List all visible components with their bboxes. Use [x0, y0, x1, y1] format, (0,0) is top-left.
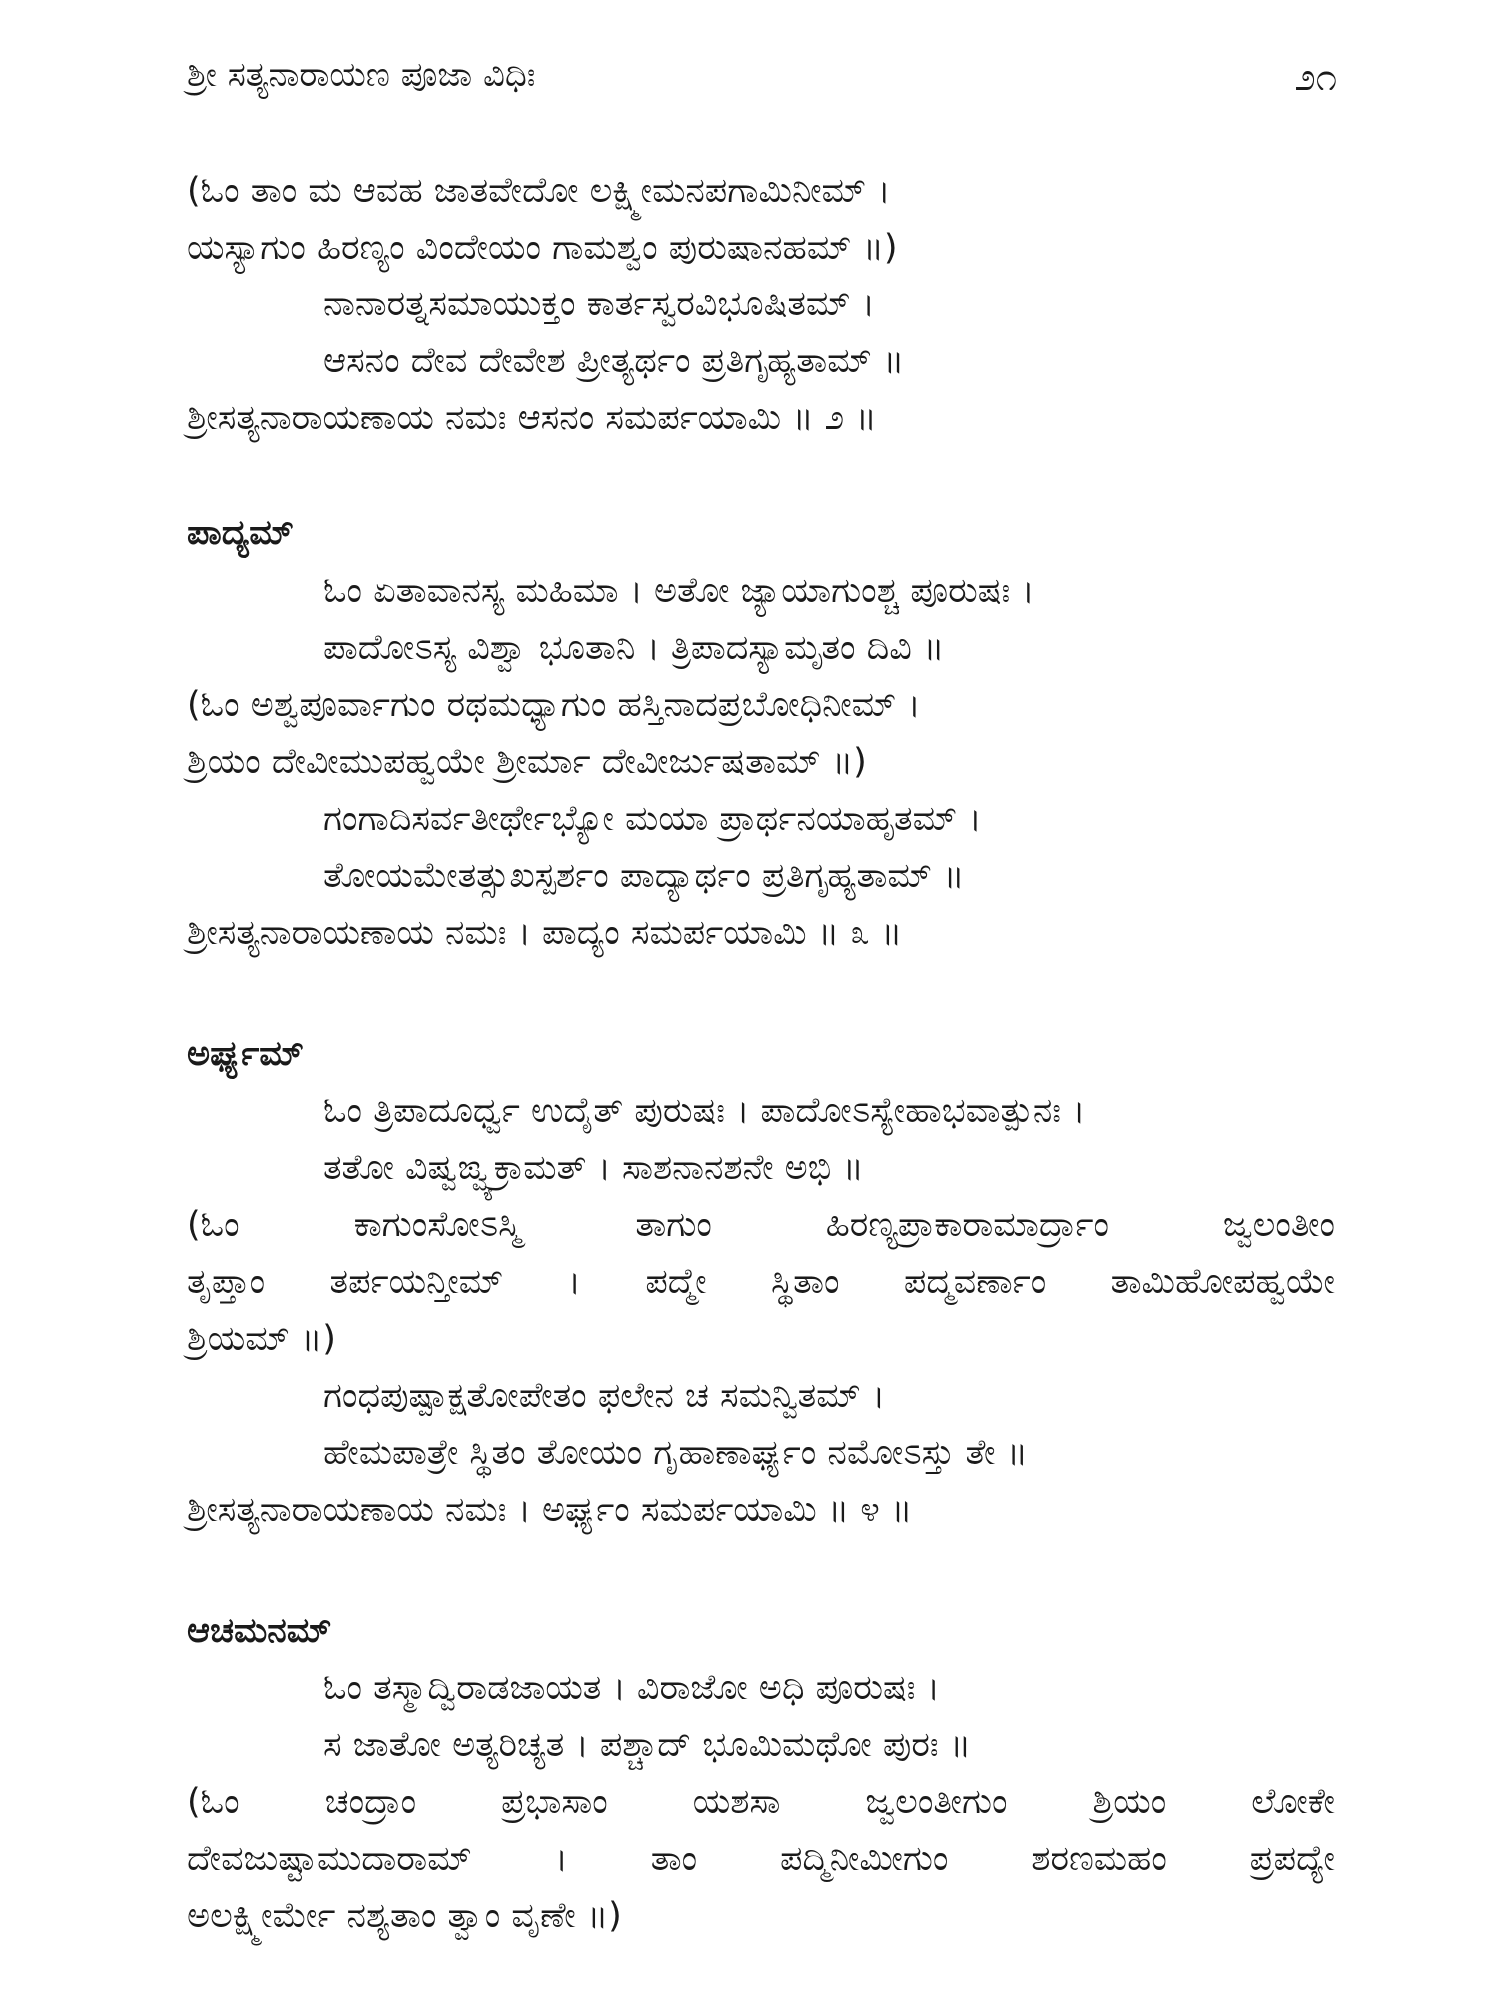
verse-line: (ಓಂ ಕಾಗುಂಸೋಽಸ್ಮಿ ತಾಗುಂ ಹಿರಣ್ಯಪ್ರಾಕಾರಾಮಾರ್ದ್ರಾಂ ಜ್ವಲಂತೀಂ: [187, 1205, 1335, 1245]
closing-line: ಶ್ರೀಸತ್ಯನಾರಾಯಣಾಯ ನಮಃ । ಅರ್ಘ್ಯಂ ಸಮರ್ಪಯಾಮಿ ॥ ೪ ॥: [187, 1490, 913, 1530]
verse-line: ತತೋ ವಿಷ್ವಙ್ವ್ಯಕ್ರಾಮತ್ । ಸಾಶನಾನಶನೇ ಅಭಿ ॥: [323, 1148, 864, 1188]
page-header: [187, 55, 1337, 115]
section-heading: ಆಚಮನಮ್: [187, 1611, 332, 1651]
section-heading: ಅರ್ಘ್ಯಮ್: [187, 1034, 304, 1074]
verse-line: ದೇವಜುಷ್ಟಾಮುದಾರಾಮ್ । ತಾಂ ಪದ್ಮಿನೀಮೀಗುಂ ಶರಣಮಹಂ ಪ್ರಪದ್ಯೇ: [187, 1839, 1335, 1879]
verse-line: ನಾನಾರತ್ನಸಮಾಯುಕ್ತಂ ಕಾರ್ತಸ್ವರವಿಭೂಷಿತಮ್ ।: [323, 284, 875, 324]
page-number: ೨೧: [1294, 55, 1337, 99]
verse-line: ಗಂಧಪುಷ್ಪಾಕ್ಷತೋಪೇತಂ ಫಲೇನ ಚ ಸಮನ್ವಿತಮ್ ।: [323, 1376, 886, 1416]
verse-line: (ಓಂ ಚಂದ್ರಾಂ ಪ್ರಭಾಸಾಂ ಯಶಸಾ ಜ್ವಲಂತೀಗುಂ ಶ್ರಿಯಂ ಲೋಕೇ: [187, 1782, 1335, 1822]
verse-line: ಪಾದೋಽಸ್ಯ ವಿಶ್ವಾ ಭೂತಾನಿ । ತ್ರಿಪಾದಸ್ಯಾಮೃತಂ ದಿವಿ ॥: [323, 628, 945, 668]
verse-line: ಹೇಮಪಾತ್ರೇ ಸ್ಥಿತಂ ತೋಯಂ ಗೃಹಾಣಾರ್ಘ್ಯಂ ನಮೋಽಸ್ತು ತೇ ॥: [323, 1433, 1028, 1473]
verse-line: ಅಲಕ್ಷ್ಮೀರ್ಮೇ ನಶ್ಯತಾಂ ತ್ವಾಂ ವೃಣೇ ॥): [187, 1896, 622, 1936]
verse-line: ಯಸ್ಯಾಗುಂ ಹಿರಣ್ಯಂ ವಿಂದೇಯಂ ಗಾಮಶ್ವಂ ಪುರುಷಾನಹಮ್ ॥): [187, 228, 898, 268]
verse-line: ಶ್ರಿಯಂ ದೇವೀಮುಪಹ್ವಯೇ ಶ್ರೀರ್ಮಾ ದೇವೀರ್ಜುಷತಾಮ್ ॥): [187, 742, 867, 782]
verse-line: ಓಂ ತಸ್ಮಾದ್ವಿರಾಡಜಾಯತ । ವಿರಾಜೋ ಅಧಿ ಪೂರುಷಃ ।: [323, 1668, 940, 1708]
closing-line: ಶ್ರೀಸತ್ಯನಾರಾಯಣಾಯ ನಮಃ ಆಸನಂ ಸಮರ್ಪಯಾಮಿ ॥ ೨ ॥: [187, 398, 877, 438]
verse-line: ತೃಪ್ತಾಂ ತರ್ಪಯನ್ತೀಮ್ । ಪದ್ಮೇ ಸ್ಥಿತಾಂ ಪದ್ಮವರ್ಣಾಂ ತಾಮಿಹೋಪಹ್ವಯೇ: [187, 1262, 1335, 1302]
verse-line: (ಓಂ ಅಶ್ವಪೂರ್ವಾಗುಂ ರಥಮಧ್ಯಾಗುಂ ಹಸ್ತಿನಾದಪ್ರಬೋಧಿನೀಮ್ ।: [187, 685, 921, 725]
verse-line: ಗಂಗಾದಿಸರ್ವತೀರ್ಥೇಭ್ಯೋ ಮಯಾ ಪ್ರಾರ್ಥನಯಾಹೃತಮ್ ।: [323, 799, 982, 839]
section-heading: ಪಾದ್ಯಮ್: [187, 513, 294, 553]
closing-line: ಶ್ರೀಸತ್ಯನಾರಾಯಣಾಯ ನಮಃ । ಪಾದ್ಯಂ ಸಮರ್ಪಯಾಮಿ ॥ ೩ ॥: [187, 913, 903, 953]
header-title: ಶ್ರೀ ಸತ್ಯನಾರಾಯಣ ಪೂಜಾ ವಿಧಿಃ: [187, 55, 536, 95]
verse-line: ಓಂ ತ್ರಿಪಾದೂರ್ಧ್ವ ಉದೈತ್ ಪುರುಷಃ । ಪಾದೋಽಸ್ಯೇಹಾಭವಾತ್ಪುನಃ ।: [323, 1091, 1086, 1131]
verse-line: (ಓಂ ತಾಂ ಮ ಆವಹ ಜಾತವೇದೋ ಲಕ್ಷ್ಮೀಮನಪಗಾಮಿನೀಮ್ ।: [187, 171, 891, 211]
verse-line: ತೋಯಮೇತತ್ಸುಖಸ್ಪರ್ಶಂ ಪಾದ್ಯಾರ್ಥಂ ಪ್ರತಿಗೃಹ್ಯತಾಮ್ ॥: [323, 856, 965, 896]
verse-line: ಶ್ರಿಯಮ್ ॥): [187, 1319, 336, 1359]
verse-line: ಓಂ ಏತಾವಾನಸ್ಯ ಮಹಿಮಾ । ಅತೋ ಜ್ಯಾಯಾಗುಂಶ್ಚ ಪೂರುಷಃ ।: [323, 571, 1035, 611]
verse-line: ಸ ಜಾತೋ ಅತ್ಯರಿಚ್ಯತ । ಪಶ್ಚಾದ್ ಭೂಮಿಮಥೋ ಪುರಃ ॥: [323, 1725, 972, 1765]
verse-line: ಆಸನಂ ದೇವ ದೇವೇಶ ಪ್ರೀತ್ಯರ್ಥಂ ಪ್ರತಿಗೃಹ್ಯತಾಮ್ ॥: [323, 341, 905, 381]
